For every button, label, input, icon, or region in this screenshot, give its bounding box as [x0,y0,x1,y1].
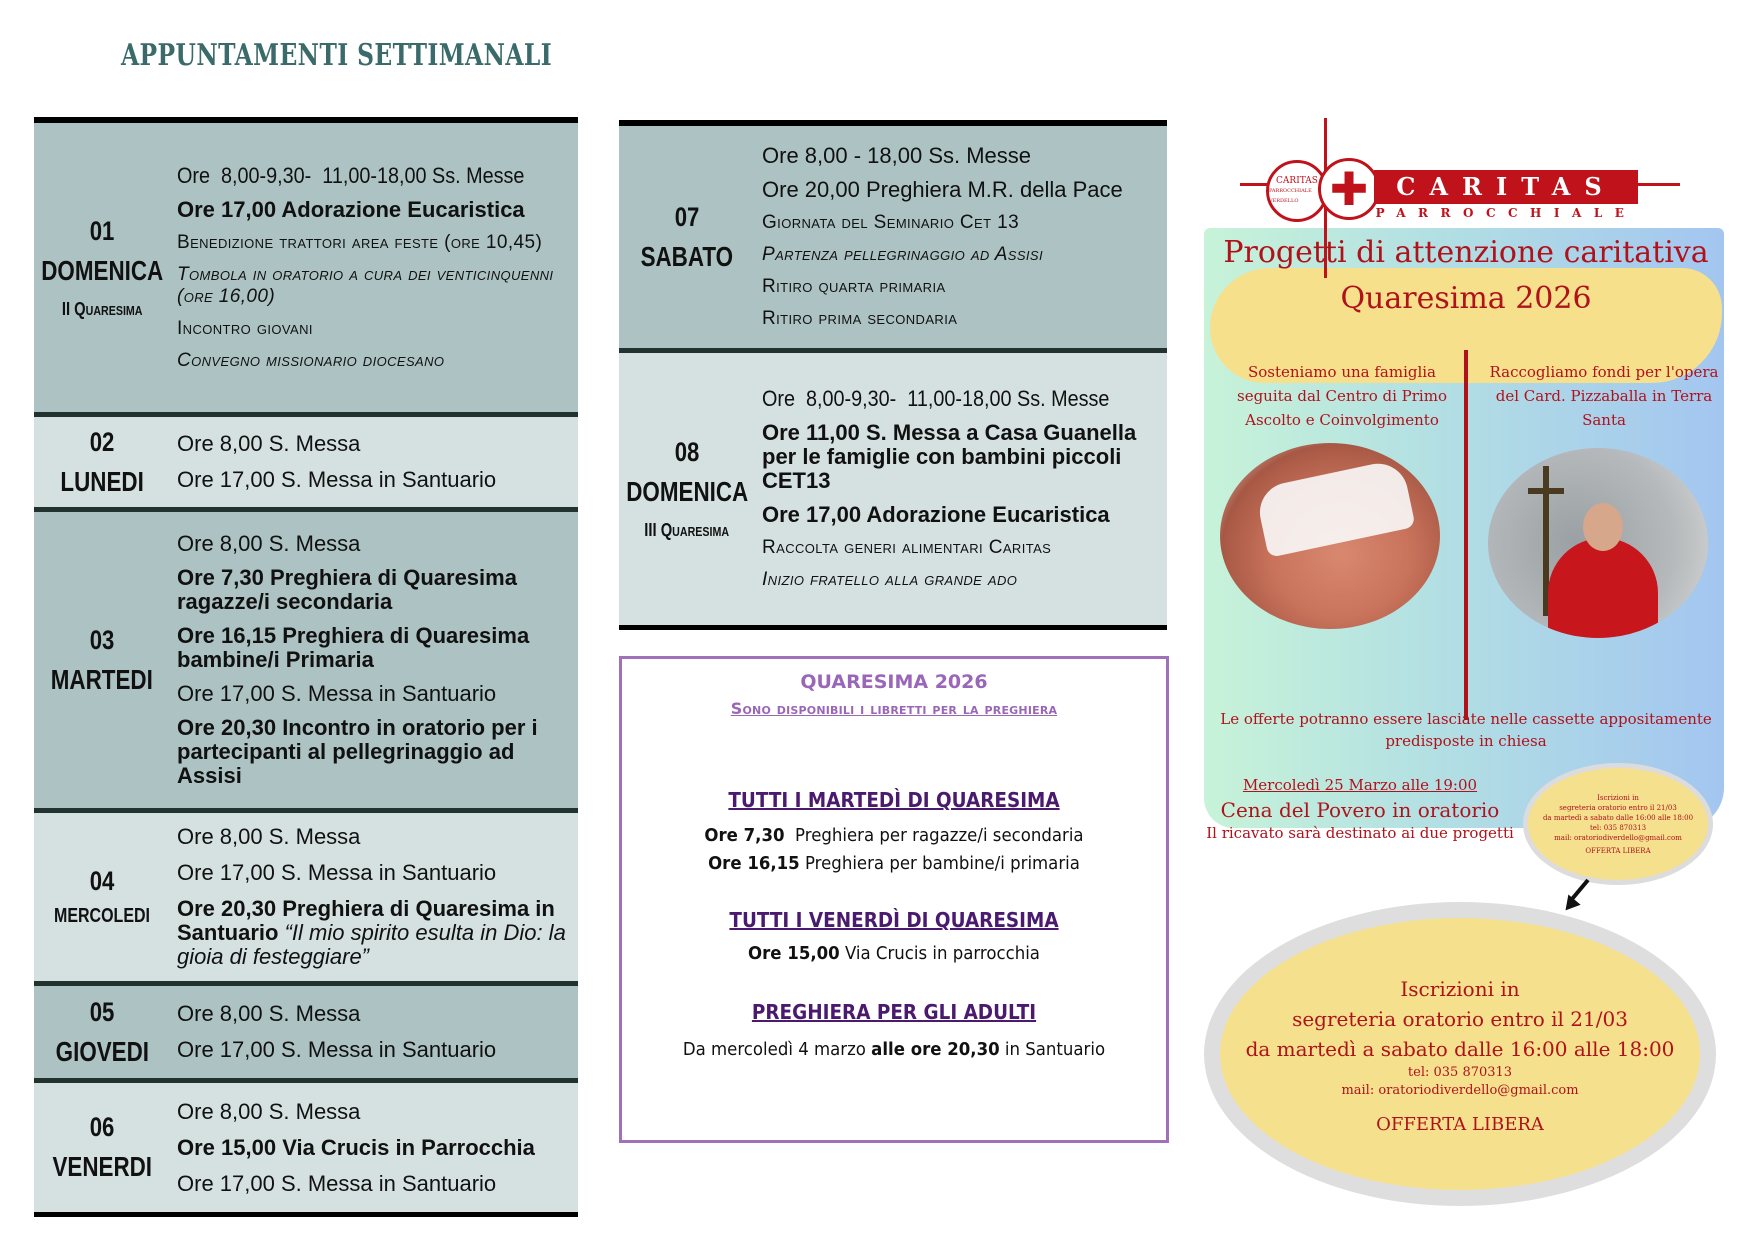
event-text: Ore 8,00 S. Messa [177,531,361,556]
caritas-flyer [1200,118,1732,1198]
day-label [34,1083,170,1212]
reg-offer: OFFERTA LIBERA [1376,1113,1544,1135]
event-list [170,1083,578,1212]
event-list [755,353,1167,625]
dinner-info [1200,776,1520,842]
event-text: Ore 8,00 S. Messa [177,431,361,456]
event-item [177,566,574,614]
small-reg-line1: Iscrizioni in [1597,793,1639,802]
venerdi-line-1 [644,940,1144,968]
flyer-headline-line1: Progetti di attenzione caritativa [1223,235,1709,270]
day-number: 01 [89,215,115,246]
event-text: Benedizione trattori area feste (ore 10,45) [177,231,543,253]
event-item [177,318,574,340]
event-text: Ore 20,00 Preghiera M.R. della Pace [762,177,1123,202]
day-number: 08 [674,437,700,467]
day-label [619,126,755,348]
event-item [177,682,574,706]
offer-note-line2: predisposte in chiesa [1385,732,1547,750]
event-text: Ore 17,00 S. Messa in Santuario [177,681,497,706]
offer-note-line1: Le offerte potranno essere lasciate nelle cassette appositamente [1220,710,1712,728]
day-label [34,417,170,507]
event-item [762,537,1163,559]
day-label [34,986,170,1078]
event-item [762,503,1163,527]
seal-subtext: PARROCCHIALE VERDELLO [1269,188,1312,204]
venerdi-line-1-text: Via Crucis in parrocchia [839,943,1040,964]
reg-line3: da martedì a sabato dalle 16:00 alle 18:00 [1245,1036,1675,1061]
day-name: GIOVEDI [55,1035,149,1067]
venerdi-line-1-time: Ore 15,00 [748,943,840,964]
event-item [177,1136,574,1160]
offer-note [1200,708,1732,752]
day-row-06 [34,1083,578,1217]
event-item [177,624,574,672]
day-name: LUNEDI [60,465,144,497]
event-text: Incontro giovani [177,317,313,339]
event-list [170,417,578,507]
dinner-title: Cena del Povero in oratorio [1220,798,1500,822]
small-reg-offer: OFFERTA LIBERA [1585,846,1651,855]
quaresima-box [619,656,1169,1143]
liturgical-week: II Quaresima [61,298,143,319]
event-text: Ore 17,00 Adorazione Eucaristica [762,502,1110,527]
event-item [177,897,574,969]
event-item [177,1172,574,1196]
event-list [170,512,578,808]
event-text: Ore 15,00 Via Crucis in Parrocchia [177,1134,535,1160]
seal-text: CARITAS [1276,176,1318,186]
event-text: Inizio fratello alla grande ado [762,569,1018,590]
event-item [762,308,1163,330]
section-heading-martedi: TUTTI I MARTEDÌ DI QUARESIMA [728,788,1060,812]
event-text: Ore 7,30 Preghiera di Quaresima ragazze/i secondaria [177,565,524,614]
event-text: Ore 8,00 - 18,00 Ss. Messe [762,143,1032,168]
adulti-line-1-time: alle ore 20,30 [871,1039,1000,1060]
day-row-08 [619,353,1167,630]
event-item [762,212,1163,234]
day-label [34,512,170,808]
day-number: 04 [89,866,115,896]
event-list [755,126,1167,348]
event-text: Ore 17,00 S. Messa in Santuario [177,1037,497,1062]
project-left: Sosteniamo una famiglia seguita dal Centro di Primo Ascolto e Coinvolgimento [1237,363,1447,429]
event-list [170,813,578,981]
event-item [762,244,1163,266]
martedi-line-2-time: Ore 16,15 [708,853,800,874]
small-reg-line3: da martedì a sabato dalle 16:00 alle 18:00 [1542,813,1694,822]
event-text: Ore 20,30 Incontro in oratorio per i partecipanti al pellegrinaggio ad Assisi [177,715,544,788]
small-reg-mail: mail: oratoriodiverdello@gmail.com [1554,833,1682,842]
event-text: Convegno missionario diocesano [177,349,445,371]
quaresima-box-subtitle: Sono disponibili i libretti per la preghiera [730,699,1058,718]
event-item [177,861,574,885]
reg-line2: segreteria oratorio entro il 21/03 [1292,1006,1628,1031]
day-row-05 [34,986,578,1083]
hands-family-photo [1220,443,1440,629]
day-number: 05 [89,996,115,1027]
event-text: Tombola in oratorio a cura dei venticinquenni (ore 16,00) [177,263,560,307]
adulti-line-1-text: in Santuario [999,1039,1106,1060]
day-name: MARTEDI [50,663,154,695]
caritas-band: CARITAS [1374,170,1638,204]
martedi-line-2 [644,850,1144,878]
section-heading-venerdi: TUTTI I VENERDÌ DI QUARESIMA [729,908,1059,932]
event-item [177,1100,574,1124]
day-name: SABATO [640,240,734,272]
event-item [762,387,1123,411]
event-text: Ore 8,00-9,30- 11,00-18,00 Ss. Messe [177,162,525,188]
event-text: Ore 17,00 Adorazione Eucaristica [177,196,525,222]
event-item [762,421,1163,493]
event-item [762,178,1163,202]
event-item [177,164,534,188]
day-row-03 [34,512,578,813]
event-item [177,825,574,849]
day-label [34,813,170,981]
cardinal-photo [1488,448,1708,638]
day-name: VENERDI [52,1151,152,1182]
dinner-date: Mercoledì 25 Marzo alle 19:00 [1242,776,1478,794]
event-text: Ore 20,30 Preghiera di Quaresima in Santuario [177,896,561,945]
schedule-table-left [34,117,578,1217]
projects-divider [1464,350,1468,720]
day-label [619,353,755,625]
day-number: 06 [89,1112,115,1142]
day-row-02 [34,417,578,512]
event-text: Ritiro prima secondaria [762,308,958,329]
registration-badge-small [1528,768,1708,880]
event-text: Ore 11,00 S. Messa a Casa Guanella per le famiglie con bambini piccoli CET13 [762,420,1143,493]
event-item [177,232,574,254]
event-text: Ore 17,00 S. Messa in Santuario [177,1170,497,1196]
event-item [177,1038,574,1062]
day-row-07 [619,126,1167,353]
liturgical-week: III Quaresima [644,520,730,540]
event-text: Ore 8,00 S. Messa [177,1001,361,1026]
page-title: APPUNTAMENTI SETTIMANALI [121,38,553,73]
event-item [177,350,574,372]
caritas-band-subtitle: PARROCCHIALE [1375,206,1637,220]
adulti-line-1 [644,1036,1144,1064]
day-label [34,123,170,412]
event-item [177,716,574,788]
event-text: Ore 17,00 S. Messa in Santuario [177,467,497,492]
event-item [762,276,1163,298]
small-reg-line2: segreteria oratorio entro il 21/03 [1559,803,1677,812]
day-row-01 [34,123,578,417]
martedi-line-1 [644,822,1144,850]
event-text: Ore 8,00-9,30- 11,00-18,00 Ss. Messe [762,386,1110,411]
event-list [170,123,578,412]
section-heading-adulti: PREGHIERA PER GLI ADULTI [751,1000,1037,1024]
event-item [762,569,1163,591]
registration-badge [1220,918,1700,1190]
day-number: 03 [89,624,115,655]
day-name: DOMENICA [41,254,163,286]
dinner-note: Il ricavato sarà destinato ai due progetti [1206,824,1514,842]
reg-phone: tel: 035 870313 [1407,1064,1513,1080]
event-item [177,432,574,456]
event-item [177,198,574,222]
event-text: Ritiro quarta primaria [762,276,946,297]
day-name: MERCOLEDI [54,905,150,927]
event-item [177,264,574,308]
reg-mail: mail: oratoriodiverdello@gmail.com [1341,1082,1579,1098]
quaresima-box-title: QUARESIMA 2026 [800,671,988,693]
martedi-line-1-text: Preghiera per ragazze/i secondaria [784,825,1084,846]
project-right: Raccogliamo fondi per l'opera del Card. Pizzaballa in Terra Santa [1489,363,1719,429]
flyer-headline-line2: Quaresima 2026 [1340,281,1592,316]
event-list [170,986,578,1078]
day-row-04 [34,813,578,986]
martedi-line-1-time: Ore 7,30 [704,825,785,846]
flyer-headline [1200,230,1732,322]
day-number: 02 [89,426,115,457]
martedi-line-2-text: Preghiera per bambine/i primaria [799,853,1080,874]
small-reg-phone: tel: 035 870313 [1589,823,1647,832]
event-text: Ore 17,00 S. Messa in Santuario [177,860,497,885]
adulti-line-1-pre: Da mercoledì 4 marzo [682,1039,872,1060]
event-text: Raccolta generi alimentari Caritas [762,537,1052,558]
schedule-table-right [619,120,1167,630]
day-name: DOMENICA [626,476,748,507]
event-text: Ore 16,15 Preghiera di Quaresima bambine/i Primaria [177,623,536,672]
event-item [177,468,574,492]
event-quote: “Il mio spirito esulta in Dio: la gioia di festeggiare” [177,920,566,969]
event-text: Ore 8,00 S. Messa [177,824,361,849]
caritas-cross-icon: ✚ [1318,158,1380,220]
event-item [177,532,574,556]
event-text: Partenza pellegrinaggio ad Assisi [762,244,1043,265]
event-item [177,1002,574,1026]
event-text: Ore 8,00 S. Messa [177,1098,361,1124]
event-item [762,144,1163,168]
reg-line1: Iscrizioni in [1400,976,1520,1001]
event-text: Giornata del Seminario Cet 13 [762,212,1020,233]
day-number: 07 [674,201,700,232]
